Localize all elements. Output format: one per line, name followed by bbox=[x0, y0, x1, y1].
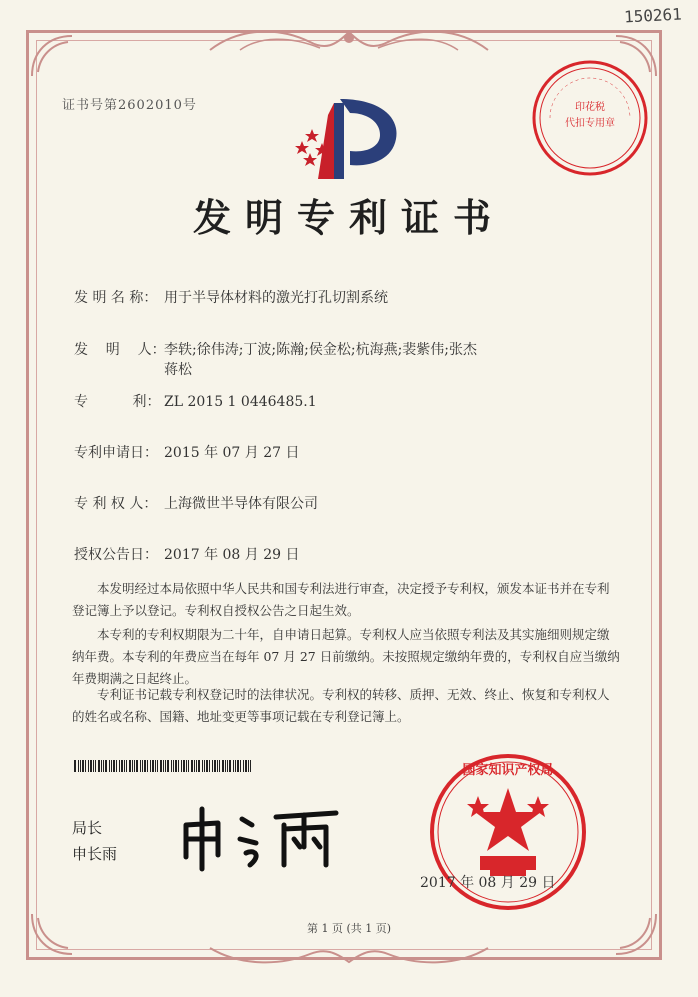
director-signature bbox=[176, 795, 346, 875]
application-date-field bbox=[74, 443, 300, 463]
patent-number-value: ZL 2015 1 0446485.1 bbox=[164, 394, 317, 410]
barcode-bar bbox=[171, 760, 172, 772]
inventors-value: 李轶;徐伟涛;丁波;陈瀚;侯金松;杭海燕;裴紫伟;张杰 蒋松 bbox=[164, 342, 478, 378]
signature-labels bbox=[72, 815, 117, 867]
svg-text:代扣专用章: 代扣专用章 bbox=[565, 118, 615, 129]
barcode-bar bbox=[198, 760, 200, 772]
barcode-bar bbox=[109, 760, 110, 772]
barcode-bar bbox=[111, 760, 112, 772]
barcode-bar bbox=[134, 760, 135, 772]
barcode-bar bbox=[88, 760, 89, 772]
barcode-bar bbox=[101, 760, 102, 772]
invention-name-label: 发 明 名 称： bbox=[74, 290, 158, 306]
barcode-bar bbox=[214, 760, 216, 772]
barcode-bar bbox=[126, 760, 127, 772]
barcode-bar bbox=[155, 760, 156, 772]
barcode-bar bbox=[129, 760, 131, 772]
barcode-bar bbox=[165, 760, 166, 772]
barcode-bar bbox=[245, 760, 247, 772]
barcode-bar bbox=[152, 760, 154, 772]
barcode-bar bbox=[250, 760, 251, 772]
barcode-bar bbox=[147, 760, 148, 772]
grant-date-label: 授权公告日： bbox=[74, 547, 158, 563]
barcode-bar bbox=[90, 760, 92, 772]
patentee-field bbox=[74, 494, 318, 514]
barcode-bar bbox=[204, 760, 205, 772]
barcode-bar bbox=[194, 760, 195, 772]
patentee-label: 专 利 权 人： bbox=[74, 496, 158, 512]
top-ornament bbox=[200, 22, 498, 60]
paragraph-legal-status: 专利证书记载专利权登记时的法律状况。专利权的转移、质押、无效、终止、恢复和专利权人的姓名或名称、国籍、地址变更等事项记载在专利登记簿上。 bbox=[72, 687, 610, 724]
certificate-number: 证书号第2602010号 bbox=[62, 98, 197, 113]
paragraph-term: 本专利的专利权期限为二十年，自申请日起算。专利权人应当依照专利法及其实施细则规定缴纳年费。本专利的年费应当在每年 07 月 27 日前缴纳。未按照规定缴纳年费的，专利权自应当缴纳年费期满之日起终止。 bbox=[72, 627, 620, 686]
barcode-bar bbox=[85, 760, 86, 772]
barcode-bar bbox=[74, 760, 76, 772]
barcode-bar bbox=[150, 760, 151, 772]
barcode-bar bbox=[116, 760, 117, 772]
page-indicator: 第 1 页 (共 1 页) bbox=[306, 922, 392, 935]
barcode-bar bbox=[219, 760, 220, 772]
barcode-bar bbox=[93, 760, 94, 772]
barcode-bar bbox=[157, 760, 158, 772]
patent-number-field bbox=[74, 392, 317, 412]
barcode-bar bbox=[188, 760, 189, 772]
barcode-bar bbox=[140, 760, 141, 772]
barcode-bar bbox=[225, 760, 226, 772]
barcode-bar bbox=[103, 760, 104, 772]
barcode-bar bbox=[95, 760, 96, 772]
barcode-bar bbox=[167, 760, 169, 772]
barcode-bar bbox=[222, 760, 224, 772]
barcode-bar bbox=[124, 760, 125, 772]
invention-name-field bbox=[74, 288, 388, 308]
barcode-bar bbox=[80, 760, 81, 772]
barcode-bar bbox=[178, 760, 179, 772]
barcode-bar bbox=[175, 760, 177, 772]
invention-name-value: 用于半导体材料的激光打孔切割系统 bbox=[164, 290, 388, 306]
director-name: 申长雨 bbox=[72, 845, 118, 863]
barcode-bar bbox=[196, 760, 197, 772]
svg-text:国家知识产权局: 国家知识产权局 bbox=[462, 763, 554, 778]
patent-office-logo-icon bbox=[288, 95, 408, 185]
barcode-bar bbox=[248, 760, 249, 772]
barcode-bar bbox=[105, 760, 107, 772]
barcode-bar bbox=[240, 760, 241, 772]
barcode-bar bbox=[183, 760, 185, 772]
barcode-bar bbox=[121, 760, 123, 772]
barcode-bar bbox=[191, 760, 193, 772]
barcode-bar bbox=[82, 760, 84, 772]
svg-text:印花税: 印花税 bbox=[575, 102, 605, 113]
application-date-label: 专利申请日： bbox=[74, 445, 158, 461]
barcode-bar bbox=[229, 760, 231, 772]
paragraph-grant: 本发明经过本局依照中华人民共和国专利法进行审查，决定授予专利权，颁发本证书并在专利登记簿上予以登记。专利权自授权公告之日起生效。 bbox=[72, 581, 610, 618]
barcode-bar bbox=[160, 760, 162, 772]
handwritten-note: 150261 bbox=[623, 4, 683, 27]
barcode-bar bbox=[186, 760, 187, 772]
barcode-bar bbox=[181, 760, 182, 772]
barcode-bar bbox=[209, 760, 210, 772]
barcode-bar bbox=[233, 760, 234, 772]
barcode-bar bbox=[98, 760, 100, 772]
barcode-bar bbox=[78, 760, 79, 772]
barcode-bar bbox=[237, 760, 239, 772]
barcode-bar bbox=[227, 760, 228, 772]
bottom-ornament bbox=[200, 940, 498, 970]
barcode-bar bbox=[243, 760, 244, 772]
barcode-bar bbox=[113, 760, 115, 772]
barcode-bar bbox=[132, 760, 133, 772]
certificate-title: 发明专利证书 bbox=[192, 195, 505, 240]
barcode-bar bbox=[163, 760, 164, 772]
barcode-bar bbox=[212, 760, 213, 772]
barcode-bar bbox=[217, 760, 218, 772]
patent-number-label: 专 利： bbox=[74, 394, 161, 410]
issue-date: 2017 年 08 月 29 日 bbox=[420, 875, 556, 891]
barcode-bar bbox=[119, 760, 120, 772]
barcode-bar bbox=[144, 760, 146, 772]
barcode-bar bbox=[142, 760, 143, 772]
application-date-value: 2015 年 07 月 27 日 bbox=[164, 445, 300, 461]
barcode-bar bbox=[202, 760, 203, 772]
director-title: 局长 bbox=[72, 819, 103, 837]
corner-ornament-tl bbox=[28, 32, 78, 82]
barcode-bar bbox=[235, 760, 236, 772]
barcode-bar bbox=[206, 760, 208, 772]
grant-date-value: 2017 年 08 月 29 日 bbox=[164, 547, 300, 563]
inventors-field bbox=[74, 340, 477, 380]
grant-date-field bbox=[74, 545, 300, 565]
tax-stamp-seal bbox=[530, 58, 650, 178]
barcode-bar bbox=[173, 760, 174, 772]
patentee-value: 上海微世半导体有限公司 bbox=[164, 496, 318, 512]
barcode-bar bbox=[136, 760, 138, 772]
barcode bbox=[74, 760, 254, 772]
inventors-label: 发 明 人： bbox=[74, 342, 166, 358]
